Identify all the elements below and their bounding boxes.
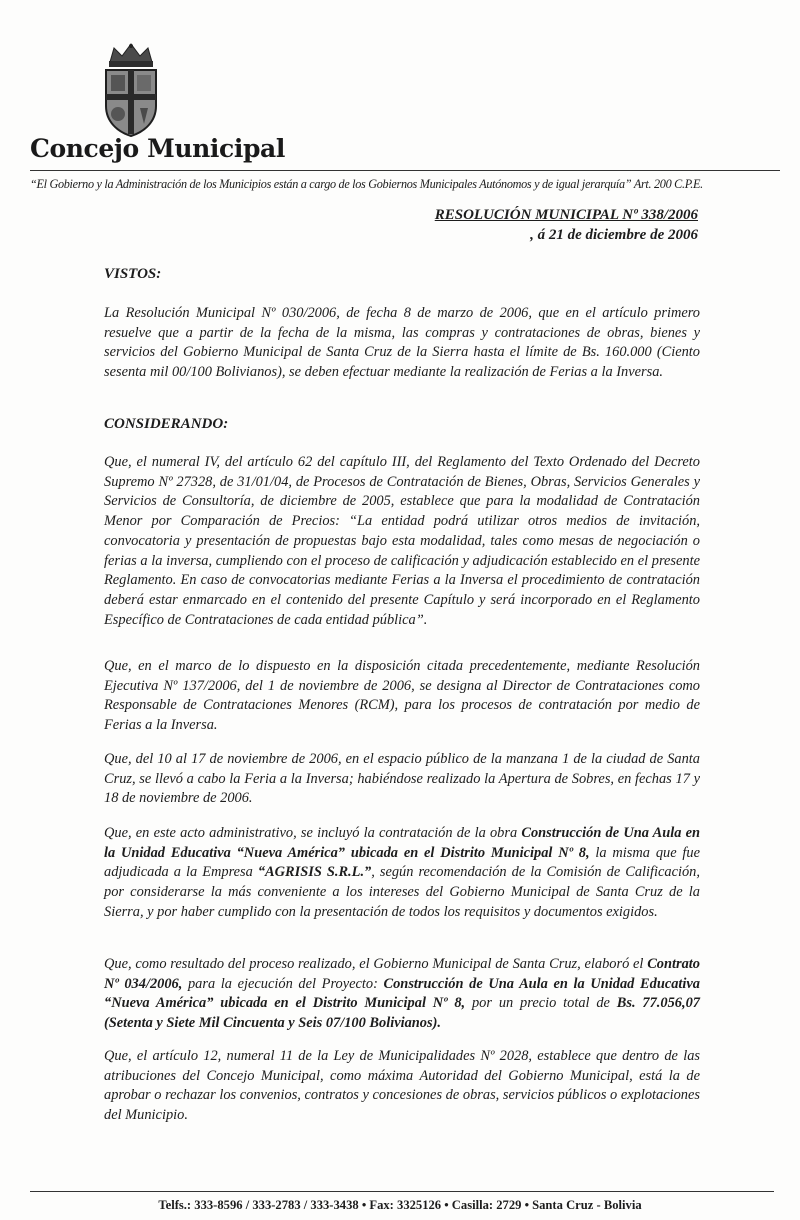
considerando-paragraph-1: Que, el numeral IV, del artículo 62 del capítulo III, del Reglamento del Texto Ordenado del Decreto Supremo Nº 27328, de 31/01/04, de Procesos de Contratación de Bienes, Obras, Servicios Generales y Servicios de Consultoría, de diciembre de 2005, establece que para la modalidad de Contratación Menor por Comparación de Precios: “La entidad podrá utilizar otros medios de invitación, convocatoria y presentación de propuestas bajo esta modalidad, tales como mesas de negociación o ferias a la inversa, cumpliendo con el proceso de calificación y adjudicación establecido en el presente Reglamento. En caso de convocatorias mediante Ferias a la Inversa el procedimiento de contratación deberá estar enmarcado en el contenido del presente Capítulo y será incorporado en el Reglamento Específico de Contrataciones de cada entidad pública”. — [104, 454, 700, 628]
vistos-paragraph: La Resolución Municipal Nº 030/2006, de fecha 8 de marzo de 2006, que en el artículo primero resuelve que a partir de la fecha de la misma, las compras y contrataciones de obras, bienes y servicios del Gobierno Municipal de Santa Cruz de la Sierra hasta el límite de Bs. 160.000 (Ciento sesenta mil 00/100 Bolivianos), se deben efectuar mediante la realización de Ferias a la Inversa. — [104, 305, 700, 381]
footer-divider — [30, 1191, 774, 1192]
p5-text-e: por un precio total de — [465, 995, 617, 1012]
considerando-heading: CONSIDERANDO: — [104, 416, 229, 432]
p5-text-c: para la ejecución del Proyecto: — [182, 975, 384, 992]
considerando-paragraph-4 — [104, 824, 700, 923]
coat-of-arms-logo — [100, 42, 162, 138]
p4-text-a: Que, en este acto administrativo, se incluyó la contratación de la obra — [104, 825, 522, 841]
considerando-paragraph-2: Que, en el marco de lo dispuesto en la disposición citada precedentemente, mediante Resolución Ejecutiva Nº 137/2006, del 1 de noviembre de 2006, se designa al Director de Contrataciones como Responsable de Contrataciones Menores (RCM), para los procesos de contratación por medio de Ferias a la Inversa. — [104, 658, 700, 734]
p5-price: Bs. 77.056,07 (Setenta y Siete Mil Cincuenta y Seis 07/100 Bolivianos). — [104, 995, 700, 1032]
organization-title: Concejo Municipal — [30, 134, 285, 163]
footer-contact: Telfs.: 333-8596 / 333-2783 / 333-3438 • Fax: 3325126 • Casilla: 2729 • Santa Cruz - Bolivia — [158, 1198, 642, 1212]
considerando-paragraph-6: Que, el artículo 12, numeral 11 de la Ley de Municipalidades Nº 2028, establece que dentro de las atribuciones del Concejo Municipal, como máxima Autoridad del Gobierno Municipal, está la de aprobar o rechazar los convenios, contratos y concesiones de obras, servicios públicos o explotaciones del Municipio. — [104, 1048, 700, 1124]
header-divider — [30, 170, 780, 171]
p4-company-name: “AGRISIS S.R.L.” — [257, 864, 372, 881]
motto-quote: “El Gobierno y la Administración de los Municipios están a cargo de los Gobiernos Municipales Autónomos y de igual jerarquía” Art. 200 C.P.E. — [30, 177, 703, 191]
resolution-number: RESOLUCIÓN MUNICIPAL Nº 338/2006 — [434, 207, 698, 223]
p5-text-a: Que, como resultado del proceso realizado, el Gobierno Municipal de Santa Cruz, elaboró el — [104, 956, 648, 972]
resolution-date: , á 21 de diciembre de 2006 — [530, 227, 698, 243]
p4-text-c: la misma que fue adjudicada a la Empresa — [104, 844, 700, 881]
p4-text-e: , según recomendación de la Comisión de Calificación, por considerarse la más conveniente a los intereses del Gobierno Municipal de Santa Cruz de la Sierra, y por haber cumplido con la presentación de todos los requisitos y documentos exigidos. — [104, 864, 700, 920]
vistos-heading: VISTOS: — [104, 266, 162, 282]
p4-project-name: Construcción de Una Aula en la Unidad Educativa “Nueva América” ubicada en el Distrito Municipal Nº 8, — [104, 825, 700, 861]
considerando-paragraph-3: Que, del 10 al 17 de noviembre de 2006, en el espacio público de la manzana 1 de la ciudad de Santa Cruz, se llevó a cabo la Feria a la Inversa; habiéndose realizado la Apertura de Sobres, en fechas 17 y 18 de noviembre de 2006. — [104, 751, 700, 807]
p5-contract-number: Contrato Nº 034/2006, — [104, 956, 700, 992]
considerando-paragraph-5 — [104, 955, 700, 1034]
p5-project-name: Construcción de Una Aula en la Unidad Educativa “Nueva América” ubicada en el Distrito Municipal Nº 8, — [104, 975, 700, 1012]
